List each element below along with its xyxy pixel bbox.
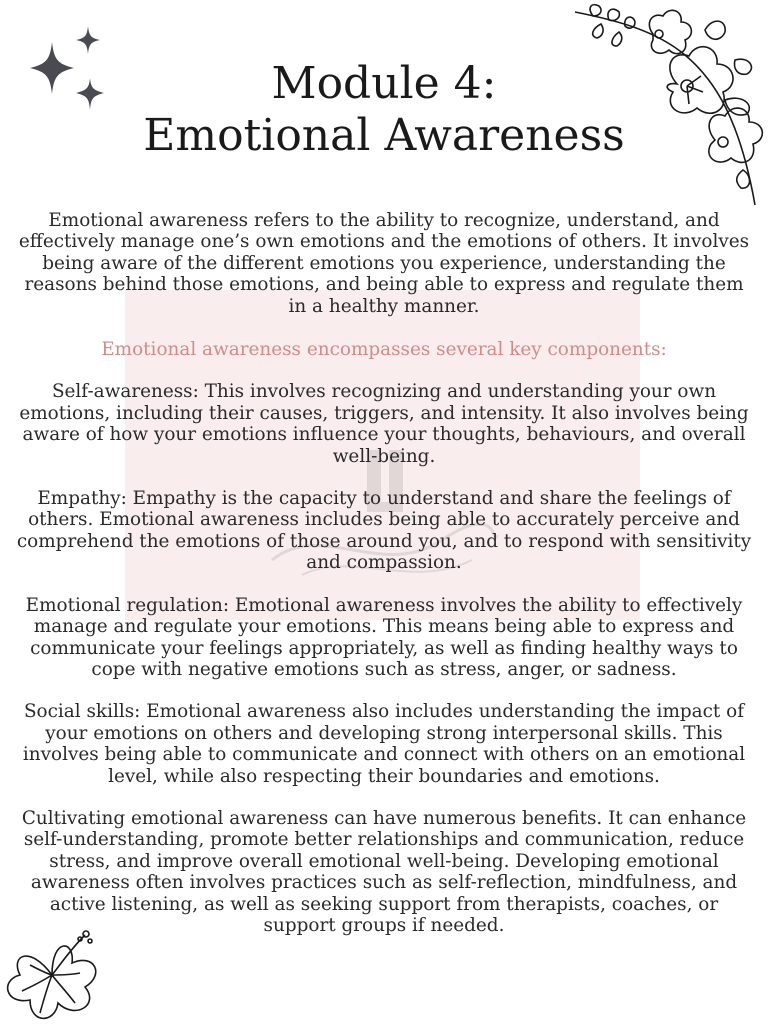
- empathy-paragraph: Empathy: Empathy is the capacity to understand and share the feelings of others. Emotional awareness includes being able to accurately perceive and comprehend the emotions of those around you, and to respond with sensitivity and compassion.: [16, 488, 752, 574]
- social-skills-paragraph: Social skills: Emotional awareness also includes understanding the impact of your emotions on others and developing strong interpersonal skills. This involves being able to communicate and connect with others on an emotional level, while also respecting their boundaries and emotions.: [22, 701, 746, 787]
- components-heading: Emotional awareness encompasses several key components:: [101, 339, 667, 361]
- conclusion-paragraph: Cultivating emotional awareness can have numerous benefits. It can enhance self-understanding, promote better relationships and communication, reduce stress, and improve overall emotional well-being. Developing emotional awareness often involves practices such as self-reflection, mindfulness, and active listening, as well as seeking support from therapists, coaches, or support groups if needed.: [21, 807, 747, 936]
- page-title: [0, 58, 768, 162]
- body-content: [14, 210, 754, 957]
- title-line-2: Emotional Awareness: [143, 110, 625, 161]
- title-line-1: Module 4:: [271, 58, 497, 109]
- self-awareness-paragraph: Self-awareness: This involves recognizing and understanding your own emotions, including their causes, triggers, and intensity. It also involves being aware of how your emotions influence your thoughts, behaviours, and overall well-being.: [19, 381, 749, 467]
- intro-paragraph: Emotional awareness refers to the ability to recognize, understand, and effectively manage one’s own emotions and the emotions of others. It involves being aware of the different emotions you experience, understanding the reasons behind those emotions, and being able to express and regulate them in a healthy manner.: [18, 210, 750, 317]
- regulation-paragraph: Emotional regulation: Emotional awareness involves the ability to effectively manage and regulate your emotions. This means being able to express and communicate your feelings appropriately, as well as finding healthy ways to cope with negative emotions such as stress, anger, or sadness.: [25, 594, 743, 680]
